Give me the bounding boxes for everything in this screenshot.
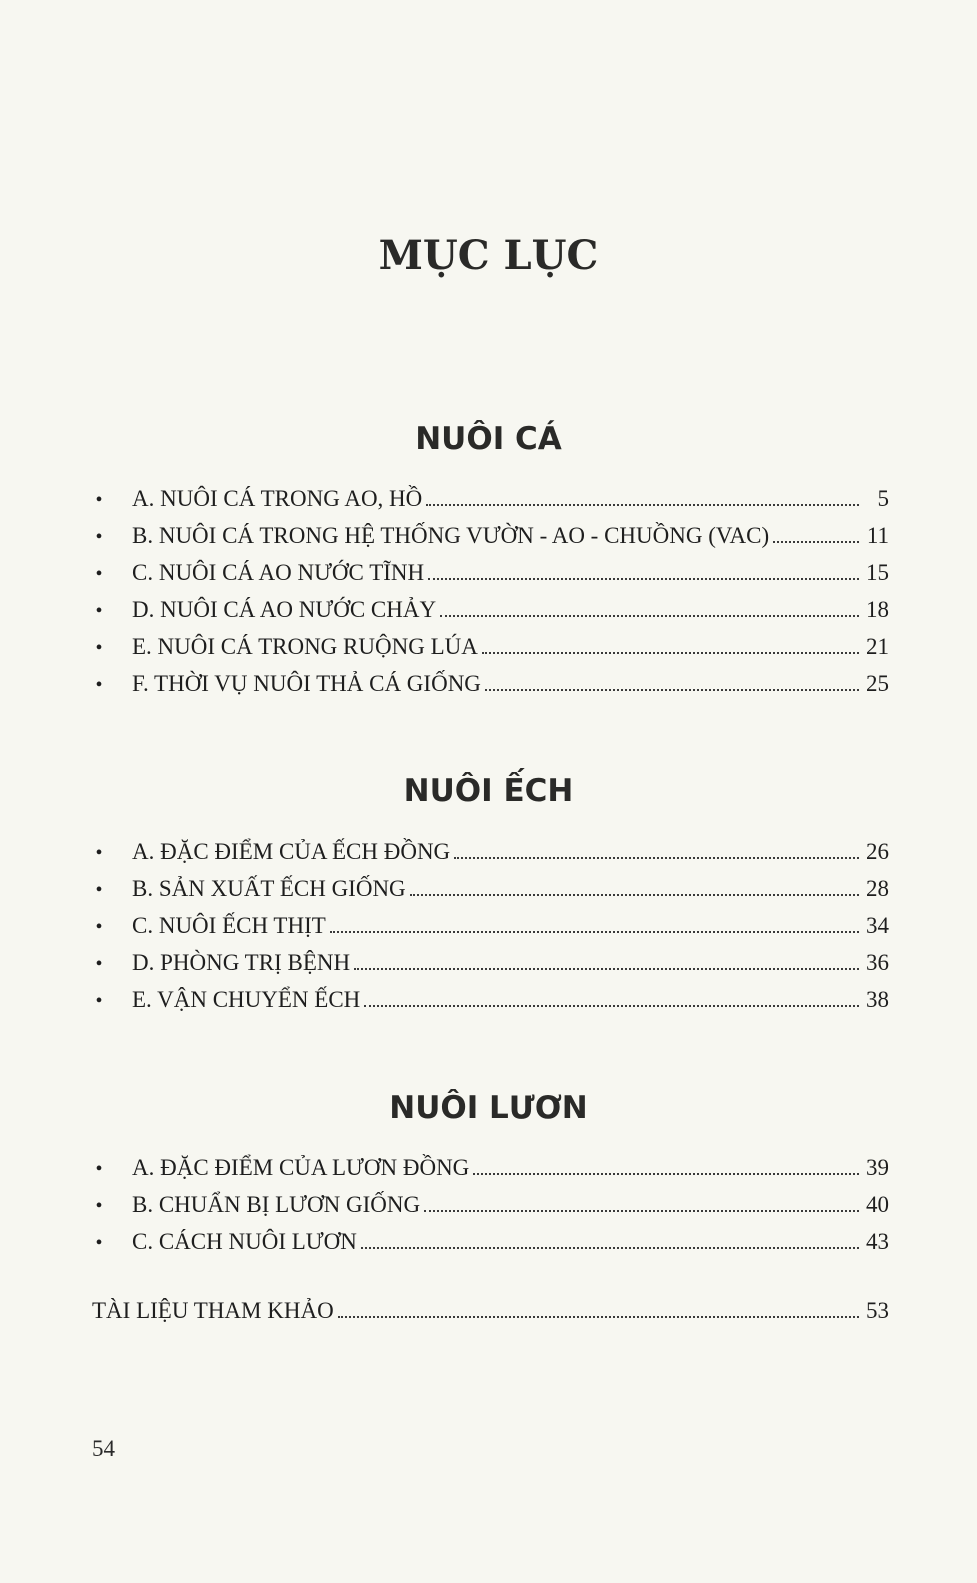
entry-page-number: 36: [866, 950, 889, 975]
entry-label: A. NUÔI CÁ TRONG AO, HỒ: [132, 486, 423, 511]
bullet-icon: •: [95, 674, 103, 696]
entry-page-number: 11: [866, 523, 889, 548]
entry-page-number: 38: [866, 987, 889, 1012]
entry-page-number: 18: [866, 597, 889, 622]
entry-label: A. ĐẶC ĐIỂM CỦA LƯƠN ĐỒNG: [132, 1155, 470, 1180]
dot-leader: [773, 541, 859, 543]
toc-entry[interactable]: [92, 913, 889, 950]
dot-leader: [428, 578, 859, 580]
dot-leader: [485, 689, 859, 691]
toc-entry[interactable]: [92, 839, 889, 876]
bullet-icon: •: [95, 1232, 103, 1254]
bullet-icon: •: [95, 879, 103, 901]
toc-entry[interactable]: [92, 1155, 889, 1192]
toc-entry[interactable]: [92, 876, 889, 913]
page-title: MỤC LỤC: [378, 232, 599, 279]
references-entry[interactable]: [92, 1298, 889, 1324]
entry-page-number: 5: [877, 486, 889, 511]
entry-page-number: 34: [866, 913, 889, 938]
toc-entry[interactable]: [92, 671, 889, 708]
toc-list-nuoi-ca: [92, 486, 889, 708]
toc-entry[interactable]: [92, 560, 889, 597]
bullet-icon: •: [95, 842, 103, 864]
toc-entry[interactable]: [92, 597, 889, 634]
dot-leader: [338, 1316, 859, 1318]
entry-page-number: 21: [866, 634, 889, 659]
dot-leader: [410, 894, 859, 896]
dot-leader: [440, 615, 859, 617]
entry-page-number: 15: [866, 560, 889, 585]
section-heading-nuoi-ech: NUÔI ẾCH: [403, 773, 574, 809]
page-number: 54: [92, 1436, 115, 1461]
bullet-icon: •: [95, 526, 103, 548]
bullet-icon: •: [95, 916, 103, 938]
entry-label: D. NUÔI CÁ AO NƯỚC CHẢY: [132, 597, 437, 622]
toc-entry[interactable]: [92, 1229, 889, 1266]
entry-label: E. NUÔI CÁ TRONG RUỘNG LÚA: [132, 634, 478, 659]
entry-label: C. NUÔI CÁ AO NƯỚC TĨNH: [132, 560, 425, 585]
references-page-number: 53: [866, 1298, 889, 1323]
entry-label: B. NUÔI CÁ TRONG HỆ THỐNG VƯỜN - AO - CHUỒNG (VAC): [132, 523, 770, 548]
bullet-icon: •: [95, 990, 103, 1012]
dot-leader: [361, 1247, 859, 1249]
bullet-icon: •: [95, 600, 103, 622]
toc-entry[interactable]: [92, 950, 889, 987]
entry-page-number: 25: [866, 671, 889, 696]
entry-label: B. SẢN XUẤT ẾCH GIỐNG: [132, 876, 406, 901]
bullet-icon: •: [95, 1158, 103, 1180]
entry-page-number: 43: [866, 1229, 889, 1254]
bullet-icon: •: [95, 637, 103, 659]
dot-leader: [454, 857, 859, 859]
bullet-icon: •: [95, 1195, 103, 1217]
entry-label: D. PHÒNG TRỊ BỆNH: [132, 950, 351, 975]
dot-leader: [364, 1005, 859, 1007]
toc-entry[interactable]: [92, 987, 889, 1024]
entry-page-number: 39: [866, 1155, 889, 1180]
toc-entry[interactable]: [92, 523, 889, 560]
dot-leader: [473, 1173, 859, 1175]
entry-label: F. THỜI VỤ NUÔI THẢ CÁ GIỐNG: [132, 671, 481, 696]
section-heading-nuoi-ca: NUÔI CÁ: [415, 421, 562, 457]
entry-label: C. CÁCH NUÔI LƯƠN: [132, 1229, 357, 1254]
dot-leader: [424, 1210, 859, 1212]
bullet-icon: •: [95, 489, 103, 511]
dot-leader: [330, 931, 859, 933]
entry-label: C. NUÔI ẾCH THỊT: [132, 913, 326, 938]
toc-entry[interactable]: [92, 634, 889, 671]
entry-label: E. VẬN CHUYỂN ẾCH: [132, 987, 361, 1012]
entry-page-number: 40: [866, 1192, 889, 1217]
bullet-icon: •: [95, 563, 103, 585]
bullet-icon: •: [95, 953, 103, 975]
entry-label: B. CHUẨN BỊ LƯƠN GIỐNG: [132, 1192, 421, 1217]
entry-page-number: 28: [866, 876, 889, 901]
dot-leader: [426, 504, 859, 506]
references-label: TÀI LIỆU THAM KHẢO: [92, 1298, 334, 1323]
section-heading-nuoi-luon: NUÔI LƯƠN: [389, 1090, 588, 1126]
toc-entry[interactable]: [92, 486, 889, 523]
entry-label: A. ĐẶC ĐIỂM CỦA ẾCH ĐỒNG: [132, 839, 451, 864]
dot-leader: [482, 652, 859, 654]
toc-entry[interactable]: [92, 1192, 889, 1229]
entry-page-number: 26: [866, 839, 889, 864]
dot-leader: [354, 968, 859, 970]
toc-list-nuoi-luon: [92, 1155, 889, 1266]
toc-list-nuoi-ech: [92, 839, 889, 1024]
